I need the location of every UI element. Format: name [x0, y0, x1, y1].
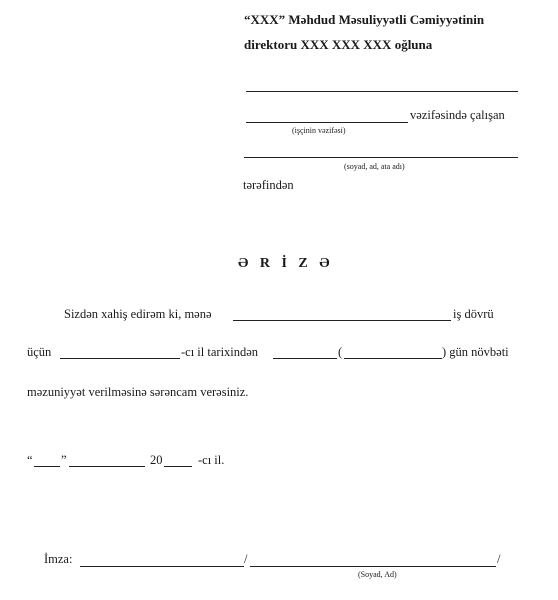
signature-slash-1: /	[244, 552, 248, 566]
date-year-prefix: 20	[150, 453, 163, 467]
addressee-line-2: direktoru XXX XXX XXX oğluna	[244, 37, 433, 52]
blank-line-day-count	[273, 358, 337, 359]
body-line1-suffix: iş dövrü	[453, 307, 494, 321]
signature-label: İmza:	[44, 552, 73, 566]
blank-line-signature	[80, 566, 244, 567]
body-line3: məzuniyyət verilməsinə sərəncam verəsiniz.	[27, 385, 249, 399]
body-line2-prefix: üçün	[27, 345, 52, 359]
position-hint: (işçinin vəzifəsi)	[292, 126, 346, 135]
date-close-quote: ”	[61, 453, 67, 467]
blank-line-day	[34, 466, 60, 467]
blank-line-year	[164, 466, 192, 467]
signature-slash-2: /	[497, 552, 501, 566]
from-label: tərəfindən	[243, 178, 294, 192]
addressee-line-1: “XXX” Məhdud Məsuliyyətli Cəmiyyətinin	[244, 12, 485, 27]
blank-line-day-count-words	[344, 358, 442, 359]
date-year-suffix: -cı il.	[198, 453, 225, 467]
fullname-hint: (soyad, ad, ata adı)	[344, 162, 405, 171]
blank-line-signer-name	[250, 566, 496, 567]
blank-line-start-date	[60, 358, 180, 359]
position-suffix: vəzifəsində çalışan	[410, 108, 505, 122]
blank-line-period	[233, 320, 451, 321]
document-title: Ə R İ Z Ə	[238, 256, 334, 271]
body-line2-mid: -cı il tarixindən	[181, 345, 259, 359]
blank-line-addressee	[246, 91, 518, 92]
body-line2-paren-open: (	[338, 345, 343, 359]
body-line1-prefix: Sizdən xahiş edirəm ki, mənə	[64, 307, 212, 321]
body-line2-suffix: ) gün növbəti	[442, 345, 509, 359]
blank-line-fullname	[244, 157, 518, 158]
blank-line-month	[69, 466, 145, 467]
blank-line-position	[246, 122, 408, 123]
date-open-quote: “	[27, 453, 33, 467]
signer-name-hint: (Soyad, Ad)	[358, 570, 397, 579]
